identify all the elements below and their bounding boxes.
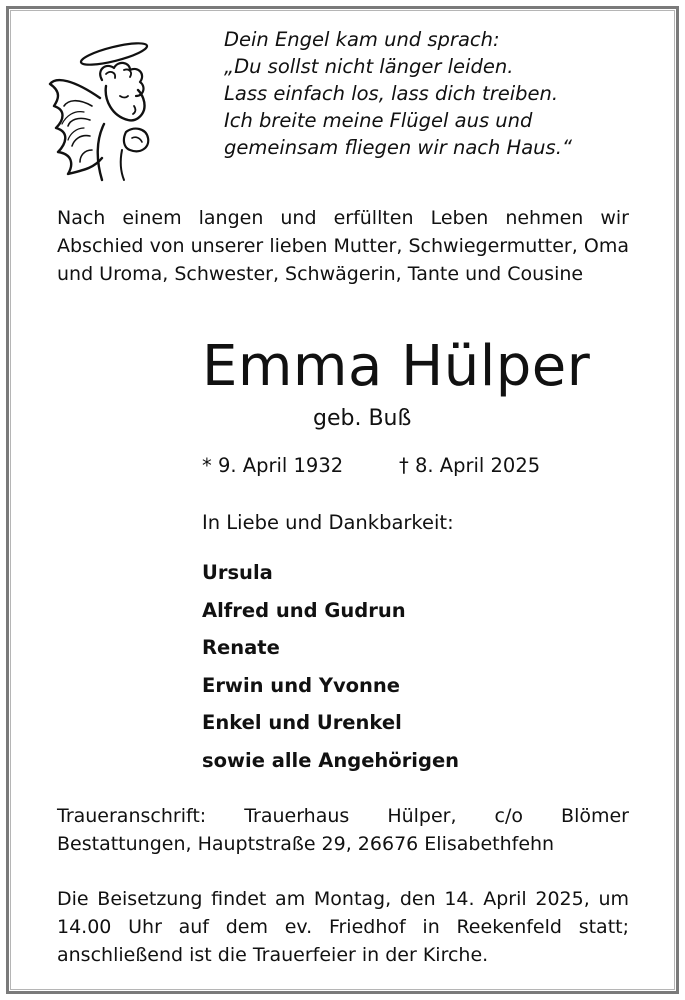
deceased-name: Emma Hülper — [202, 334, 591, 399]
family-member: sowie alle Angehörigen — [202, 748, 460, 772]
life-dates — [202, 452, 622, 480]
family-member: Enkel und Urenkel — [202, 711, 402, 734]
family-member: Ursula — [202, 561, 273, 584]
mourning-address: Traueranschrift: Trauerhaus Hülper, c/o Blömer Bestattungen, Hauptstraße 29, 26676 Elisabethfehn — [57, 805, 629, 855]
burial-notice: Die Beisetzung findet am Montag, den 14. April 2025, um 14.00 Uhr auf dem ev. Friedhof in Reekenfeld statt; anschließend ist die Trauerfeier in der Kirche. — [57, 888, 629, 966]
poem-line: „Du sollst nicht länger leiden. — [224, 55, 514, 78]
death-date: † 8. April 2025 — [399, 454, 541, 477]
intro-paragraph: Nach einem langen und erfüllten Leben nehmen wir Abschied von unserer lieben Mutter, Schwiegermutter, Oma und Uroma, Schwester, Schwägerin, Tante und Cousine — [57, 207, 629, 285]
family-member: Erwin und Yvonne — [202, 673, 401, 697]
family-member: Renate — [202, 636, 280, 659]
family-list — [202, 558, 459, 783]
thanks-line: In Liebe und Dankbarkeit: — [202, 511, 454, 534]
family-member: Alfred und Gudrun — [202, 598, 406, 622]
birth-date: * 9. April 1932 — [202, 454, 344, 477]
poem-line: gemeinsam fliegen wir nach Haus.“ — [224, 136, 572, 159]
poem-line: Dein Engel kam und sprach: — [224, 28, 500, 51]
praying-angel-icon — [44, 40, 174, 190]
poem-line: Ich breite meine Flügel aus und — [224, 109, 533, 132]
maiden-name: geb. Buß — [313, 406, 412, 431]
poem — [224, 26, 644, 161]
poem-line: Lass einfach los, lass dich treiben. — [224, 82, 559, 105]
